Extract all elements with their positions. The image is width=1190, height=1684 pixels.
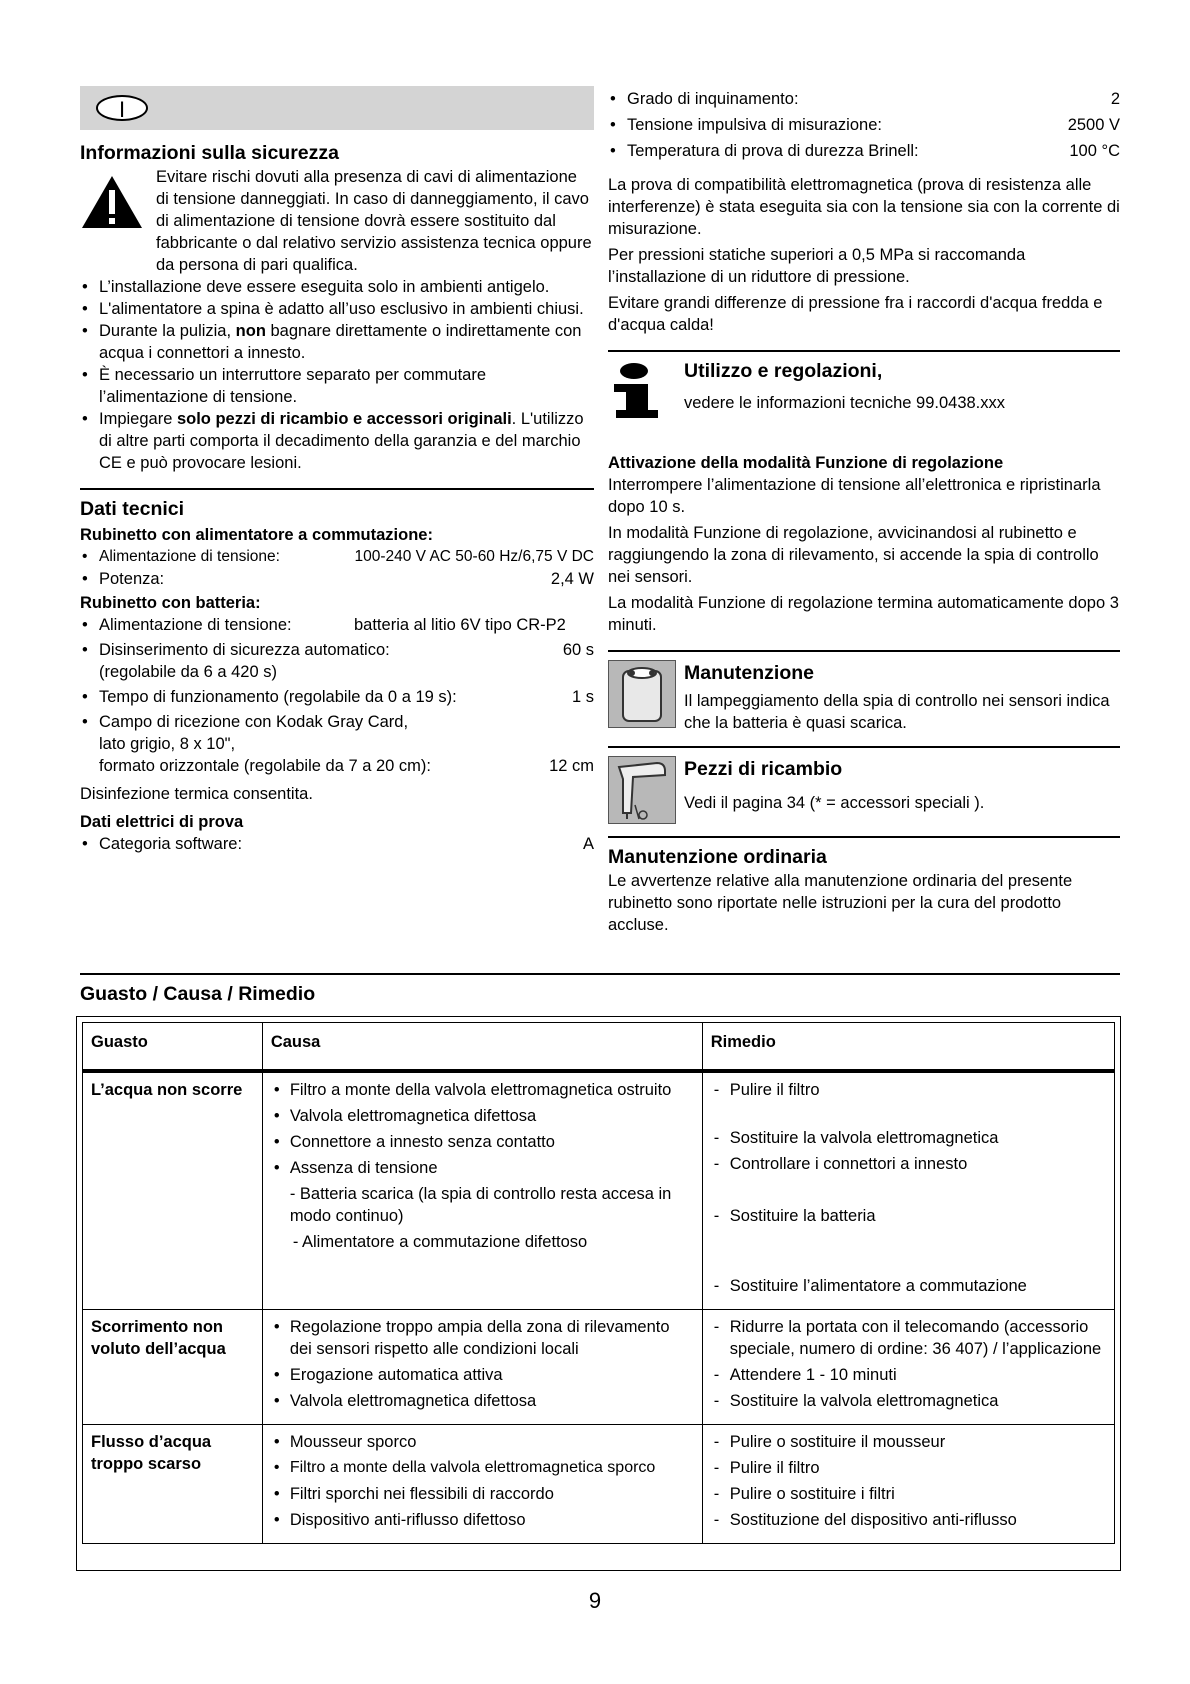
usage-p1: Interrompere l’alimentazione di tensione all’elettronica e ripristinarla dopo 10 s.	[608, 476, 1101, 516]
column-header: Guasto	[83, 1023, 263, 1072]
fault-cell: L’acqua non scorre	[83, 1071, 263, 1310]
language-badge: I	[96, 95, 148, 121]
cause-cell: • Regolazione troppo ampia della zona di rilevamento dei sensori rispetto alle condizioni locali • Erogazione automatica attiva • Valvola elettromagnetica difettosa	[262, 1310, 702, 1425]
list-item: • È necessario un interruttore separato per commutare l’alimentazione di tensione.	[80, 364, 594, 408]
list-item: • Grado di inquinamento: 2	[608, 88, 1120, 110]
section-divider	[608, 350, 1120, 358]
table-row	[83, 1071, 1115, 1310]
tech-list-2	[80, 614, 594, 777]
list-item: • Categoria software: A	[80, 833, 594, 855]
tech-sub-1: Rubinetto con alimentatore a commutazione:	[80, 526, 433, 544]
tech-list-1	[80, 546, 594, 590]
tech-list-3	[80, 833, 594, 855]
maintenance-text: Il lampeggiamento della spia di controllo nei sensori indica che la batteria è quasi scarica.	[684, 692, 1110, 732]
usage-p2: In modalità Funzione di regolazione, avvicinandosi al rubinetto e raggiungendo la zona di rilevamento, si accende la spia di controllo nei sensori.	[608, 524, 1099, 586]
section-divider	[608, 650, 1120, 660]
table-row	[83, 1425, 1115, 1544]
tech-list-4	[608, 88, 1120, 162]
page-number: 9	[588, 1588, 602, 1613]
fault-title: Guasto / Causa / Rimedio	[80, 983, 316, 1005]
fault-cell: Scorrimento non voluto dell’acqua	[83, 1310, 263, 1425]
list-item: • Tensione impulsiva di misurazione: 2500 V	[608, 114, 1120, 136]
spares-section	[608, 756, 1120, 824]
remedy-cell: - Pulire il filtro - Sostituire la valvola elettromagnetica - Controllare i connettori a innesto - Sostituire la batteria - Sostituire l’alimentatore a commutazione	[702, 1071, 1114, 1310]
language-bar	[80, 86, 594, 130]
left-column	[80, 86, 594, 855]
tech-sub-2: Rubinetto con batteria:	[80, 594, 261, 612]
ordinary-text: Le avvertenze relative alla manutenzione ordinaria del presente rubinetto sono riportate nelle istruzioni per la cura del prodotto accluse.	[608, 872, 1073, 934]
maintenance-section	[608, 660, 1120, 734]
list-item: • Impiegare solo pezzi di ricambio e accessori originali. L'utilizzo di altre parti comporta il decadimento della garanzia e del marchio CE e può provocare lesioni.	[80, 408, 594, 474]
spares-text: Vedi il pagina 34 (* = accessori speciali ).	[684, 794, 985, 812]
fault-table	[82, 1022, 1115, 1544]
list-item: • Disinserimento di sicurezza automatico: 60 s (regolabile da 6 a 420 s)	[80, 639, 594, 683]
info-icon	[608, 358, 684, 428]
tech-title: Dati tecnici	[80, 498, 185, 520]
spares-title: Pezzi di ricambio	[684, 758, 843, 780]
section-divider	[80, 488, 594, 496]
list-item: • Tempo di funzionamento (regolabile da 0 a 19 s): 1 s	[80, 686, 594, 708]
list-item: • Durante la pulizia, non bagnare direttamente o indirettamente con acqua i connettori a innesto.	[80, 320, 594, 364]
right-column	[608, 86, 1120, 936]
cause-cell: • Filtro a monte della valvola elettromagnetica ostruito • Valvola elettromagnetica difettosa • Connettore a innesto senza contatto • Assenza di tensione - Batteria scarica (la spia di controllo resta accesa in modo continuo) - Alimentatore a commutazione difettoso	[262, 1071, 702, 1310]
usage-section	[608, 358, 1120, 428]
column-header: Causa	[262, 1023, 702, 1072]
battery-icon	[608, 660, 676, 728]
safety-title: Informazioni sulla sicurezza	[80, 142, 339, 164]
disinfection-note: Disinfezione termica consentita.	[80, 785, 313, 803]
usage-title: Utilizzo e regolazioni,	[684, 360, 883, 382]
remedy-cell: - Pulire o sostituire il mousseur - Pulire il filtro - Pulire o sostituire i filtri - Sostituzione del dispositivo anti-riflusso	[702, 1425, 1114, 1544]
maintenance-title: Manutenzione	[684, 662, 814, 684]
list-item: • Alimentazione di tensione: 100-240 V AC 50-60 Hz/6,75 V DC	[80, 546, 594, 568]
fault-cell: Flusso d’acqua troppo scarso	[83, 1425, 263, 1544]
section-divider	[608, 836, 1120, 844]
list-item: • L’installazione deve essere eseguita solo in ambienti antigelo.	[80, 276, 594, 298]
warning-text: Evitare rischi dovuti alla presenza di cavi di alimentazione di tensione danneggiati. In caso di danneggiamento, il cavo di alimentazione di tensione dovrà essere sostituito dal fabbricante o dal relativo servizio assistenza tecnica oppure da persona di pari qualifica.	[156, 168, 592, 274]
tech-sub-3: Dati elettrici di prova	[80, 813, 244, 831]
fault-header	[80, 973, 1120, 1007]
usage-p3: La modalità Funzione di regolazione termina automaticamente dopo 3 minuti.	[608, 594, 1119, 634]
faucet-icon	[608, 756, 676, 824]
usage-text: vedere le informazioni tecniche 99.0438.xxx	[684, 394, 1006, 412]
list-item: • Temperatura di prova di durezza Brinell: 100 °C	[608, 140, 1120, 162]
ordinary-title: Manutenzione ordinaria	[608, 846, 827, 868]
usage-sub: Attivazione della modalità Funzione di regolazione	[608, 454, 1004, 472]
section-divider	[608, 746, 1120, 756]
table-row	[83, 1310, 1115, 1425]
pressure-text: Per pressioni statiche superiori a 0,5 MPa si raccomanda l’installazione di un riduttore di pressione.	[608, 246, 1026, 286]
list-item: • Campo di ricezione con Kodak Gray Card, lato grigio, 8 x 10", formato orizzontale (regolabile da 7 a 20 cm): 12 cm	[80, 711, 594, 777]
list-item: • Potenza: 2,4 W	[80, 568, 594, 590]
safety-list	[80, 276, 594, 474]
list-item: • L'alimentatore a spina è adatto all’uso esclusivo in ambienti chiusi.	[80, 298, 594, 320]
pressure-diff-text: Evitare grandi differenze di pressione fra i raccordi d'acqua fredda e d'acqua calda!	[608, 294, 1103, 334]
cause-cell: • Mousseur sporco • Filtro a monte della valvola elettromagnetica sporco • Filtri sporchi nei flessibili di raccordo • Dispositivo anti-riflusso difettoso	[262, 1425, 702, 1544]
emc-text: La prova di compatibilità elettromagnetica (prova di resistenza alle interferenze) è stata eseguita sia con la tensione sia con la corrente di misurazione.	[608, 176, 1120, 238]
safety-warning	[80, 166, 594, 276]
remedy-cell: - Ridurre la portata con il telecomando (accessorio speciale, numero di ordine: 36 407) / l’applicazione - Attendere 1 - 10 minuti - Sostituire la valvola elettromagnetica	[702, 1310, 1114, 1425]
list-item: • Alimentazione di tensione: batteria al litio 6V tipo CR-P2	[80, 614, 594, 636]
warning-icon	[80, 166, 156, 276]
column-header: Rimedio	[702, 1023, 1114, 1072]
